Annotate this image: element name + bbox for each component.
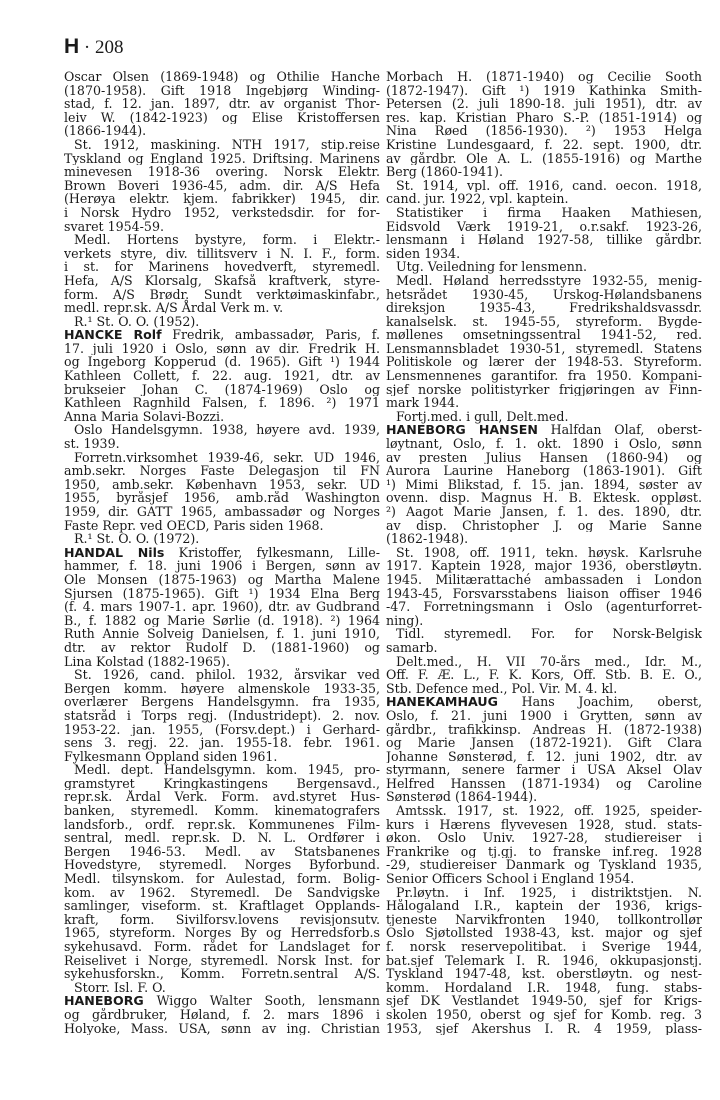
page-number: 208	[95, 37, 124, 58]
text-line: av disp. Christopher J. og Marie Sanne	[386, 518, 702, 533]
text-line: bat.sjef Telemark I. R. 1946, okkupasjonstj.	[386, 953, 702, 968]
text-line: svaret 1954-59.	[64, 218, 164, 234]
text-line: Sjursen (1875-1965). Gift ¹) 1934 Elna Berg	[64, 586, 380, 601]
text-line: Bergen 1946-53. Medl. av Statsbanenes	[64, 844, 380, 859]
text-line: Statistiker i firma Haaken Mathiesen,	[396, 205, 702, 220]
text-line: sjef DK Vestlandet 1949-50, sjef for Krigs-	[386, 994, 702, 1008]
text-line: Bergen komm. høyere almenskole 1933-35,	[64, 681, 380, 696]
text-line: St. 1912, maskining. NTH 1917, stip.reise	[74, 137, 380, 152]
text-line: Faste Repr. ved OECD, Paris siden 1968.	[64, 517, 324, 533]
entry-name: HANDAL Nils	[64, 545, 165, 560]
text-line: Oslo, f. 21. juni 1900 i Grytten, sønn av	[386, 708, 702, 723]
text-line: Frankrike og tj.gj. to franske inf.reg. 1928	[386, 844, 702, 859]
text-line: 1965, styreform. Norges By og Herredsforb.s	[64, 926, 380, 940]
text-line: Fortj.med. i gull, Delt.med.	[396, 408, 569, 424]
text-line: ning).	[386, 612, 424, 628]
text-line: og Marie Jansen (1872-1921). Gift Clara	[386, 736, 702, 750]
text-line: økon. Oslo Univ. 1927-28, studiereiser i	[386, 831, 702, 845]
text-line: Pr.løytn. i Inf. 1925, i distriktstjen. N.	[396, 885, 702, 900]
text-line: form. A/S Brødr. Sundt verktøimaskinfabr.,	[64, 287, 380, 302]
text-line: Oscar Olsen (1869-1948) og Othilie Hanche	[64, 70, 380, 84]
text-line: Lina Kolstad (1882-1965).	[64, 653, 230, 669]
page-header	[64, 36, 124, 59]
text-line: Berg (1860-1941).	[386, 164, 503, 180]
text-line: (1872-1947). Gift ¹) 1919 Kathinka Smith-	[386, 83, 702, 98]
text-line: gramstyret Kringkastingens Bergensavd.,	[64, 776, 380, 791]
text-line: styrmann, senere farmer i USA Aksel Olav	[386, 763, 702, 777]
text-line: i st. for Marinens hovedverft, styremedl.	[64, 260, 380, 274]
text-line: sykehusavd. Form. rådet for Landslaget for	[64, 940, 380, 954]
text-line: kurs i Hærens flyvevesen 1928, stud. stats-	[386, 817, 702, 832]
text-line: 1959, dir. GATT 1965, ambassadør og Norges	[64, 505, 380, 519]
text-line: kanalselsk. st. 1945-55, styreform. Bygde-	[386, 314, 702, 329]
text-line: Hefa, A/S Klorsalg, Skafså kraftverk, styre-	[64, 273, 380, 288]
text-line: amb.sekr. Norges Faste Delegasjon til FN	[64, 464, 380, 478]
text-line: minevesen 1918-36 overing. Norsk Elektr.	[64, 165, 380, 179]
entry-heading-line: HANEKAMHAUG Hans Joachim, oberst,	[386, 695, 702, 709]
text-line: hammer, f. 18. juni 1906 i Bergen, sønn av	[64, 559, 380, 573]
text-line: siden 1934.	[386, 245, 461, 261]
text-line: Kristine Lundesgaard, f. 22. sept. 1900, dtr.	[386, 137, 702, 152]
text-line: Lensmannsbladet 1930-51, styremedl. Statens	[386, 341, 702, 356]
text-line: av presten Julius Hansen (1860-94) og	[386, 450, 702, 465]
text-line: skolen 1950, oberst og sjef for Komb. reg. 3	[386, 1007, 702, 1022]
text-line: Morbach H. (1871-1940) og Cecilie Sooth	[386, 70, 702, 84]
text-line: Politiskole og lærer der 1948-53. Styreform.	[386, 355, 702, 370]
text-line: R.¹ St. O. O. (1972).	[74, 531, 200, 547]
text-line: ¹) Mimi Blikstad, f. 15. jan. 1894, søster av	[386, 477, 702, 492]
text-line: Oslo Handelsgymn. 1938, høyere avd. 1939,	[74, 423, 380, 438]
text-line: 1953-22. jan. 1955, (Forsv.dept.) i Gerhard-	[64, 722, 380, 737]
text-line: cand. jur. 1922, vpl. kaptein.	[386, 191, 569, 207]
text-line: Brown Boveri 1936-45, adm. dir. A/S Hefa	[64, 178, 380, 193]
text-line: Medl. dept. Handelsgymn. kom. 1945, pro-	[74, 763, 380, 777]
text-line: Hovedstyre, styremedl. Norges Byforbund.	[64, 858, 380, 873]
text-line: tjeneste Narvikfronten 1940, tollkontrollør	[386, 912, 702, 927]
text-line: ²) Aagot Marie Jansen, f. 1. des. 1890, dtr.	[386, 505, 702, 519]
text-line: Delt.med., H. VII 70-års med., Idr. M.,	[396, 654, 702, 669]
text-line: Hålogaland I.R., kaptein der 1936, krigs-	[386, 899, 702, 913]
entry-heading-line: HANEBORG HANSEN Halfdan Olaf, oberst-	[386, 423, 702, 438]
text-line: gårdbr., trafikkinsp. Andreas H. (1872-1938)	[386, 722, 702, 737]
text-line: Ruth Annie Solveig Danielsen, f. 1. juni 1910,	[64, 627, 380, 641]
text-line: Ole Monsen (1875-1963) og Martha Malene	[64, 572, 380, 587]
text-line: -47. Forretningsmann i Oslo (agenturforret-	[386, 600, 702, 614]
text-line: Sønsterød (1864-1944).	[386, 789, 538, 805]
text-line: og gårdbruker, Høland, f. 2. mars 1896 i	[64, 1007, 380, 1022]
text-line: statsråd i Torps regj. (Industridept). 2. nov.	[64, 708, 380, 723]
text-line: Tyskland og England 1925. Driftsing. Marinens	[64, 151, 380, 166]
text-line: sykehusforskn., Komm. Forretn.sentral A/S.	[64, 967, 380, 981]
text-line: av gårdbr. Ole A. L. (1855-1916) og Marthe	[386, 151, 702, 166]
text-line: Lensmennenes garantifor. fra 1950. Kompani-	[386, 369, 702, 383]
text-line: mark 1944.	[386, 395, 460, 411]
text-line: ovenn. disp. Magnus H. B. Ektesk. oppløst.	[386, 491, 702, 505]
text-line: St. 1926, cand. philol. 1932, årsvikar ved	[74, 668, 380, 682]
text-line: Johanne Sønsterød, f. 12. juni 1902, dtr. av	[386, 749, 702, 764]
text-line: St. 1908, off. 1911, tekn. høysk. Karlsruhe	[396, 545, 702, 560]
left-column	[64, 70, 380, 1035]
entry-heading-line: HANEBORG Wiggo Walter Sooth, lensmann	[64, 994, 380, 1008]
text-line: lensmann i Høland 1927-58, tillike gårdbr.	[386, 233, 702, 247]
text-line: overlærer Bergens Handelsgymn. fra 1935,	[64, 695, 380, 709]
text-line: sens 3. regj. 22. jan. 1955-18. febr. 1961.	[64, 736, 380, 750]
text-line: leiv W. (1842-1923) og Elise Kristoffersen	[64, 110, 380, 125]
text-line: direksjon 1935-43, Fredrikshaldsvassdr.	[386, 301, 702, 315]
text-line: og Ingeborg Kopperud (d. 1965). Gift ¹) 1944	[64, 355, 380, 370]
entry-heading-line: HANCKE Rolf Fredrik, ambassadør, Paris, f.	[64, 328, 380, 342]
text-line: 1917. Kaptein 1928, major 1936, oberstløytn.	[386, 559, 702, 573]
text-line: -29, studiereiser Danmark og Tyskland 1935,	[386, 858, 702, 873]
text-line: sentral, medl. repr.sk. D. N. L. Ordfører i	[64, 831, 380, 845]
text-line: medl. repr.sk. A/S Årdal Verk m. v.	[64, 300, 284, 316]
text-line: møllenes omsetningssentral 1941-52, red.	[386, 328, 702, 342]
entry-name: HANEBORG HANSEN	[386, 423, 538, 438]
text-line: Petersen (2. juli 1890-18. juli 1951), dtr. av	[386, 97, 702, 111]
text-line: res. kap. Kristian Pharo S.-P. (1851-1914) og	[386, 110, 702, 125]
text-line: komm. Hordaland I.R. 1948, fung. stabs-	[386, 980, 702, 995]
text-line: Kathleen Collett, f. 22. aug. 1921, dtr. av	[64, 369, 380, 383]
text-line: Medl. Hortens bystyre, form. i Elektr.-	[74, 233, 380, 247]
text-line: Utg. Veiledning for lensmenn.	[396, 259, 587, 275]
text-line: Tyskland 1947-48, kst. oberstløytn. og nest-	[386, 967, 702, 981]
text-line: 1953, sjef Akershus I. R. 4 1959, plass-	[386, 1021, 702, 1036]
text-line: St. 1914, vpl. off. 1916, cand. oecon. 1918,	[396, 178, 702, 193]
text-line: Medl. Høland herredsstyre 1932-55, menig-	[396, 273, 702, 288]
text-line: 1945. Militærattaché ambassaden i London	[386, 572, 702, 587]
text-line: (1862-1948).	[386, 531, 469, 547]
text-line: R.¹ St. O. O. (1952).	[74, 313, 200, 329]
text-line: dtr. av rektor Rudolf D. (1881-1960) og	[64, 640, 380, 655]
text-line: samarb.	[386, 639, 438, 655]
text-line: Fylkesmann Oppland siden 1961.	[64, 748, 278, 764]
right-column	[386, 70, 702, 1035]
text-line: kraft, form. Sivilforsv.lovens revisjonsutv.	[64, 912, 380, 927]
text-line: Stb. Defence med., Pol. Vir. M. 4. kl.	[386, 680, 618, 696]
header-separator: ·	[83, 37, 91, 58]
text-line: Oslo Sjøtollsted 1938-43, kst. major og sjef	[386, 926, 702, 940]
text-line: brukseier Johan C. (1874-1969) Oslo og	[64, 382, 380, 397]
text-line: løytnant, Oslo, f. 1. okt. 1890 i Oslo, sønn	[386, 437, 702, 451]
text-line: landsforb., ordf. repr.sk. Kommunenes Film-	[64, 817, 380, 832]
text-line: 1955, byråsjef 1956, amb.råd Washington	[64, 491, 380, 505]
text-line: i Norsk Hydro 1952, verkstedsdir. for for-	[64, 205, 380, 220]
text-line: B., f. 1882 og Marie Sørlie (d. 1918). ²) 1964	[64, 613, 380, 628]
text-line: Storr. Isl. F. O.	[74, 979, 166, 995]
text-line: stad, f. 12. jan. 1897, dtr. av organist Thor-	[64, 97, 380, 111]
text-line: 17. juli 1920 i Oslo, sønn av dir. Fredrik H.	[64, 341, 380, 356]
text-line: Amtssk. 1917, st. 1922, off. 1925, speider-	[396, 804, 702, 818]
entry-name: HANEBORG	[64, 994, 144, 1008]
text-line: (1870-1958). Gift 1918 Ingebjørg Winding-	[64, 83, 380, 98]
text-line: Off. F. Æ. L., F. K. Kors, Off. Stb. B. E. O.,	[386, 668, 702, 682]
text-line: kom. av 1962. Styremedl. De Sandvigske	[64, 885, 380, 900]
text-line: (f. 4. mars 1907-1. apr. 1960), dtr. av Gudbrand	[64, 600, 380, 614]
text-line: Anna Maria Solavi-Bozzi.	[64, 408, 225, 424]
text-line: st. 1939.	[64, 436, 120, 452]
text-line: Medl. tilsynskom. for Aulestad, form. Bolig-	[64, 872, 380, 886]
text-line: Holyoke, Mass. USA, sønn av ing. Christian	[64, 1021, 380, 1036]
text-line: verkets styre, div. tillitsverv i N. I. F., form.	[64, 246, 380, 261]
text-line: Aurora Laurine Haneborg (1863-1901). Gift	[386, 464, 702, 478]
entry-heading-line: HANDAL Nils Kristoffer, fylkesmann, Lille-	[64, 545, 380, 560]
text-line: Kathleen Ragnhild Falsen, f. 1896. ²) 1971	[64, 396, 380, 410]
text-line: Forretn.virksomhet 1939-46, sekr. UD 1946,	[74, 450, 380, 465]
text-line: Nina Røed (1856-1930). ²) 1953 Helga	[386, 124, 702, 138]
text-line: sjef norske politistyrker frigjøringen av Finn-	[386, 382, 702, 397]
text-line: (Herøya elektr. kjem. fabrikker) 1945, dir.	[64, 192, 380, 206]
text-line: hetsrådet 1930-45, Urskog-Hølandsbanens	[386, 287, 702, 302]
text-line: (1866-1944).	[64, 123, 147, 139]
text-line: Eidsvold Værk 1919-21, o.r.sakf. 1923-26,	[386, 219, 702, 234]
entry-name: HANCKE Rolf	[64, 328, 162, 342]
text-line: repr.sk. Årdal Verk. Form. avd.styret Hus-	[64, 790, 380, 805]
text-line: 1950, amb.sekr. København 1953, sekr. UD	[64, 477, 380, 492]
text-line: samlinger, viseform. st. Kraftlaget Opplands-	[64, 899, 380, 913]
section-letter: H	[64, 35, 80, 58]
text-line: Reiselivet i Norge, styremedl. Norsk Inst. for	[64, 953, 380, 968]
text-line: Helfred Hanssen (1871-1934) og Caroline	[386, 776, 702, 791]
text-line: 1943-45, Forsvarsstabens liaison offiser 1946	[386, 586, 702, 601]
entry-name: HANEKAMHAUG	[386, 695, 498, 709]
text-line: banken, styremedl. Komm. kinematografers	[64, 804, 380, 818]
text-line: Tidl. styremedl. For. for Norsk-Belgisk	[396, 627, 702, 641]
text-line: Senior Officers School i England 1954.	[386, 871, 635, 887]
text-line: f. norsk reservepolitibat. i Sverige 1944,	[386, 940, 702, 954]
